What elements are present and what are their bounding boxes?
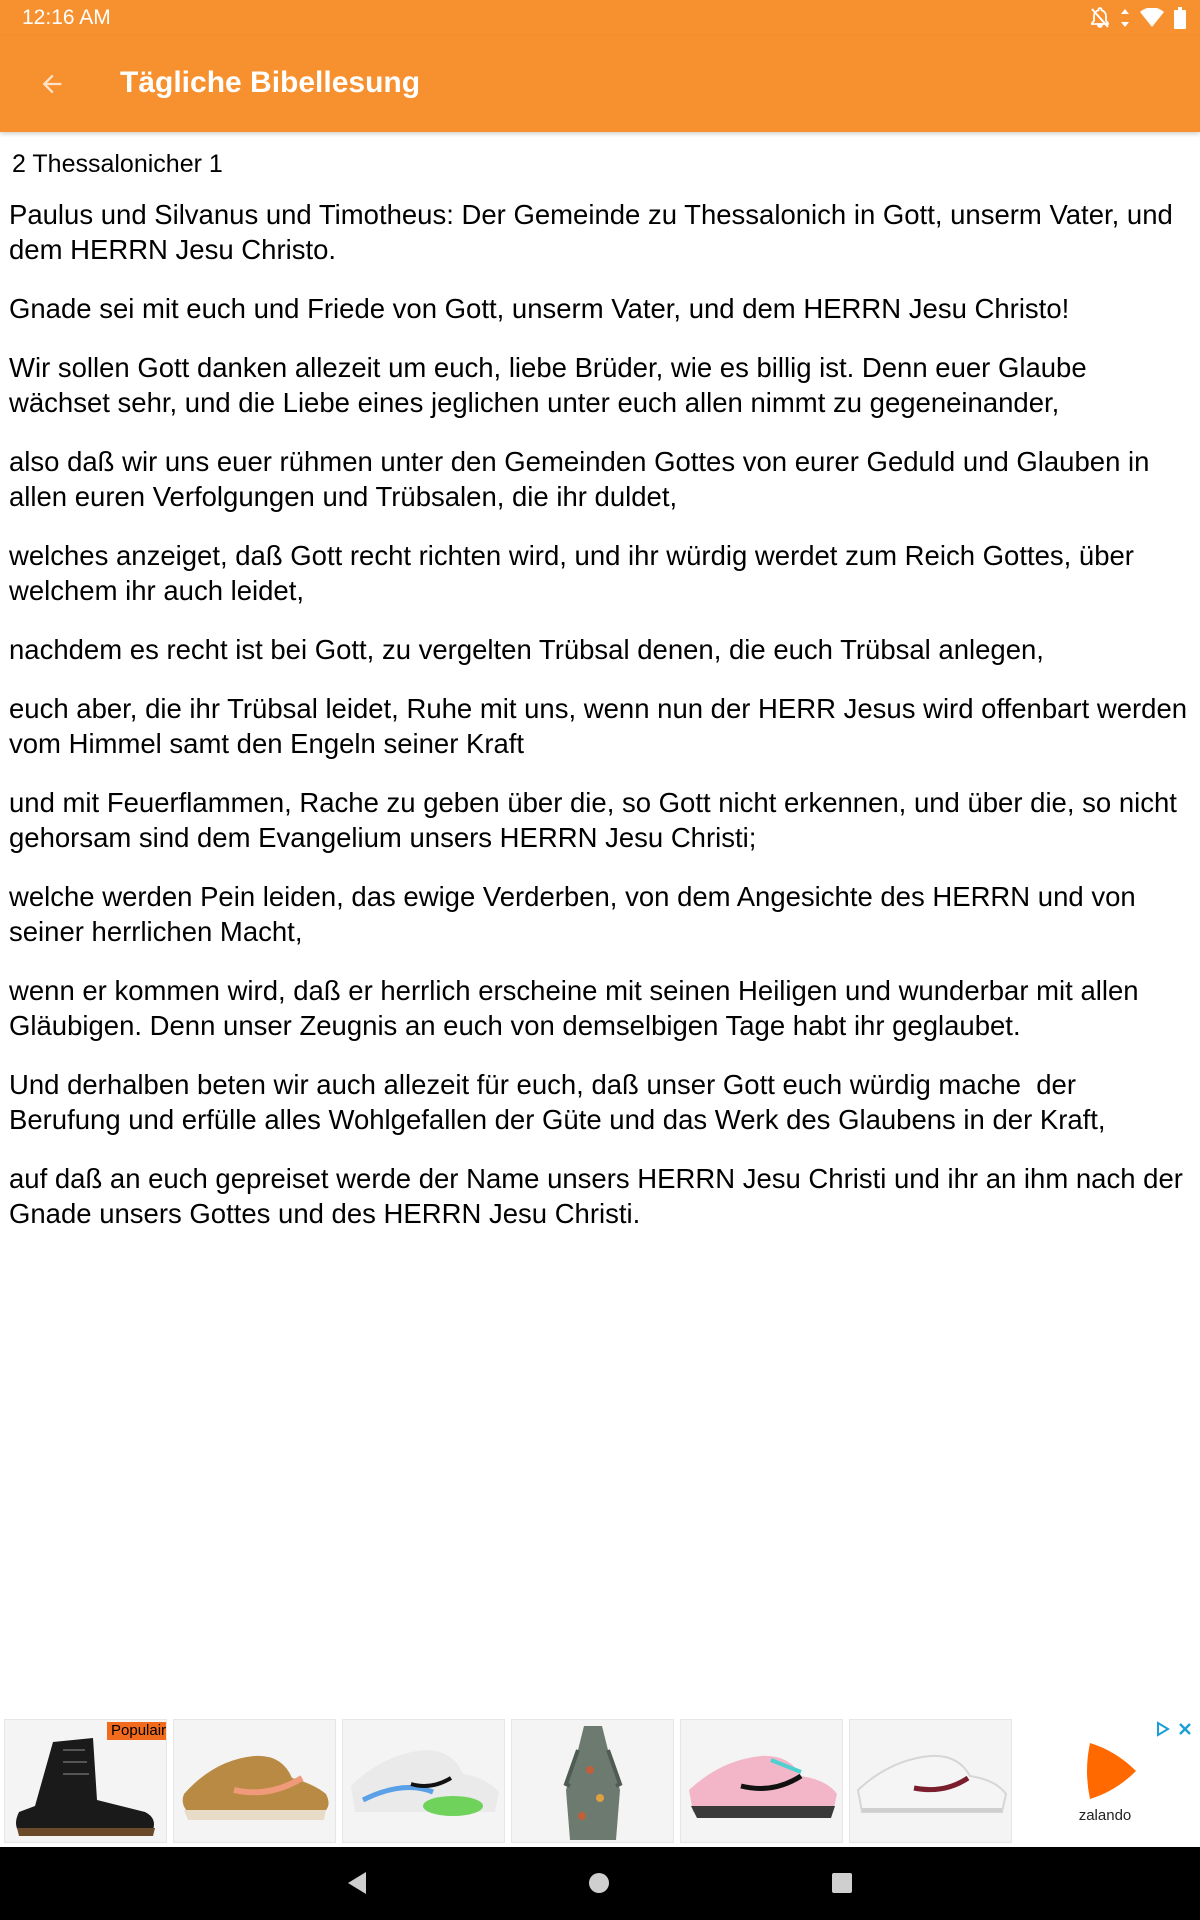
status-bar — [0, 0, 1200, 36]
verse: euch aber, die ihr Trübsal leidet, Ruhe mit uns, wenn nun der HERR Jesus wird offenbart werden vom Himmel samt den Engeln seiner Kraft — [9, 693, 1195, 759]
data-arrows-icon — [1120, 7, 1130, 29]
recents-square-icon — [830, 1871, 854, 1895]
status-icons — [1090, 6, 1186, 30]
ad-badge: Populair — [107, 1722, 167, 1740]
white-sneaker-icon — [343, 1720, 505, 1843]
wifi-icon — [1140, 8, 1164, 28]
verse: Und derhalben beten wir auch allezeit für euch, daß unser Gott euch würdig mache der Berufung und erfülle alles Wohlgefallen der Güte und das Werk des Glaubens in der Kraft, — [9, 1069, 1106, 1135]
navigation-bar — [0, 1847, 1200, 1920]
pink-sneaker-icon — [681, 1720, 843, 1843]
arrow-back-icon — [38, 70, 66, 98]
home-circle-icon — [587, 1871, 611, 1895]
verse: und mit Feuerflammen, Rache zu geben über die, so Gott nicht erkennen, und über die, so nicht gehorsam sind dem Evangelium unsers HERRN Jesu Christi; — [9, 787, 1185, 853]
verse: auf daß an euch gepreiset werde der Name unsers HERRN Jesu Christi und ihr an ihm nach der Gnade unsers Gottes und des HERRN Jesu Christi. — [9, 1163, 1191, 1229]
verse: Gnade sei mit euch und Friede von Gott, unserm Vater, und dem HERRN Jesu Christo! — [9, 293, 1070, 324]
verse: wenn er kommen wird, daß er herrlich erscheine mit seinen Heiligen und wunderbar mit allen Gläubigen. Denn unser Zeugnis an euch von demselbigen Tage habt ihr geglaubet. — [9, 975, 1147, 1041]
ad-brand-logo[interactable] — [1030, 1717, 1200, 1843]
ad-product-tile[interactable] — [849, 1719, 1012, 1843]
notifications-off-icon — [1090, 7, 1110, 29]
back-button[interactable] — [28, 60, 76, 108]
reading-content[interactable] — [0, 132, 1200, 1717]
brand-name: zalando — [1078, 1807, 1132, 1824]
verse: welche werden Pein leiden, das ewige Verderben, von dem Angesichte des HERRN und von seiner herrlichen Macht, — [9, 881, 1144, 947]
back-triangle-icon — [344, 1870, 368, 1896]
status-time: 12:16 AM — [22, 6, 111, 29]
verse: Wir sollen Gott danken allezeit um euch, liebe Brüder, wie es billig ist. Denn euer Glaube wächset sehr, und die Liebe eines jeglichen unter euch allen nimmt zu gegeneinander, — [9, 352, 1095, 418]
nav-recents-button[interactable] — [822, 1863, 862, 1903]
nav-home-button[interactable] — [579, 1863, 619, 1903]
ad-product-tile[interactable] — [4, 1719, 167, 1843]
white-sneaker-maroon-icon — [850, 1720, 1012, 1843]
verse: also daß wir uns euer rühmen unter den Gemeinden Gottes von eurer Geduld und Glauben in allen euren Verfolgungen und Trübsalen, die ihr duldet, — [9, 446, 1158, 512]
page-title: Tägliche Bibellesung — [120, 66, 421, 99]
nav-back-button[interactable] — [336, 1863, 376, 1903]
verse-list — [9, 197, 1195, 1231]
ad-product-tile[interactable] — [342, 1719, 505, 1843]
patterned-dress-icon — [512, 1720, 674, 1843]
app-bar — [0, 36, 1200, 132]
tan-sneaker-icon — [174, 1720, 336, 1843]
verse: nachdem es recht ist bei Gott, zu vergelten Trübsal denen, die euch Trübsal anlegen, — [9, 634, 1044, 665]
verse: Paulus und Silvanus und Timotheus: Der Gemeinde zu Thessalonich in Gott, unserm Vater, und dem HERRN Jesu Christo. — [9, 199, 1181, 265]
ad-product-tile[interactable] — [680, 1719, 843, 1843]
ad-products — [4, 1719, 1012, 1843]
verse: welches anzeiget, daß Gott recht richten wird, und ihr würdig werdet zum Reich Gottes, über welchem ihr auch leidet, — [9, 540, 1142, 606]
adchoices-icon[interactable] — [1155, 1721, 1171, 1737]
battery-icon — [1174, 7, 1186, 29]
zalando-logo-icon — [1076, 1739, 1140, 1803]
ad-banner[interactable] — [0, 1717, 1200, 1847]
chapter-title: 2 Thessalonicher 1 — [12, 150, 223, 178]
ad-product-tile[interactable] — [511, 1719, 674, 1843]
close-icon[interactable] — [1177, 1721, 1193, 1737]
ad-product-tile[interactable] — [173, 1719, 336, 1843]
